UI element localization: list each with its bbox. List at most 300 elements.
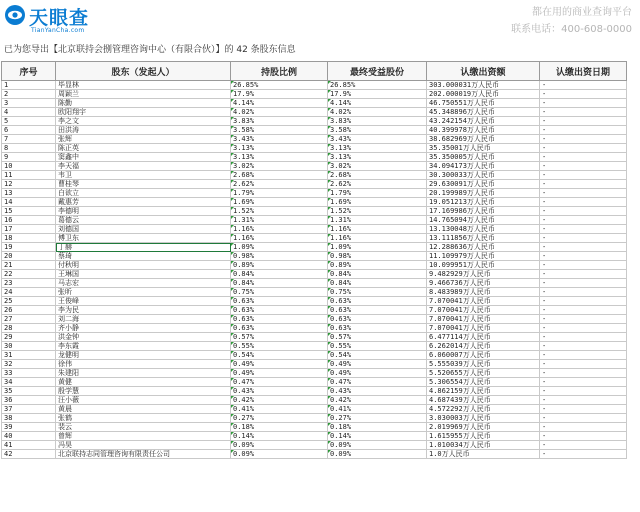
cell-no[interactable]: 1 [2,81,56,90]
cell-no[interactable]: 9 [2,153,56,162]
cell-no[interactable]: 21 [2,261,56,270]
cell-subscribed-amount[interactable]: 12.288636万人民币 [427,243,540,252]
cell-subscribed-amount[interactable]: 35.350005万人民币 [427,153,540,162]
cell-shareholder[interactable]: 殷学慧 [56,387,231,396]
cell-share-ratio[interactable]: 0.49% [231,360,328,369]
cell-shareholder[interactable]: 北京联持志同管理咨询有限责任公司 [56,450,231,459]
cell-shareholder[interactable]: 丁赫 [56,243,231,252]
cell-share-ratio[interactable]: 1.16% [231,225,328,234]
cell-no[interactable]: 19 [2,243,56,252]
cell-subscribed-amount[interactable]: 38.682969万人民币 [427,135,540,144]
cell-share-ratio[interactable]: 3.13% [231,153,328,162]
cell-share-ratio[interactable]: 1.52% [231,207,328,216]
header-no[interactable]: 序号 [2,62,56,81]
cell-shareholder[interactable]: 毕显林 [56,81,231,90]
cell-shareholder[interactable]: 曾辉 [56,432,231,441]
cell-final-benefit[interactable]: 0.18% [328,423,427,432]
cell-final-benefit[interactable]: 17.9% [328,90,427,99]
cell-share-ratio[interactable]: 0.63% [231,306,328,315]
cell-no[interactable]: 26 [2,306,56,315]
cell-no[interactable]: 39 [2,423,56,432]
cell-no[interactable]: 3 [2,99,56,108]
cell-no[interactable]: 17 [2,225,56,234]
table-row[interactable] [2,207,627,216]
cell-subscribed-date[interactable]: - [540,153,627,162]
cell-subscribed-date[interactable]: - [540,351,627,360]
cell-final-benefit[interactable]: 1.52% [328,207,427,216]
table-row[interactable] [2,144,627,153]
table-row[interactable] [2,189,627,198]
cell-shareholder[interactable]: 刘德国 [56,225,231,234]
cell-subscribed-date[interactable]: - [540,81,627,90]
cell-final-benefit[interactable]: 3.83% [328,117,427,126]
cell-shareholder[interactable]: 张鹤 [56,414,231,423]
cell-subscribed-date[interactable]: - [540,414,627,423]
cell-subscribed-date[interactable]: - [540,450,627,459]
cell-share-ratio[interactable]: 0.84% [231,270,328,279]
cell-share-ratio[interactable]: 0.43% [231,387,328,396]
table-row[interactable] [2,432,627,441]
cell-no[interactable]: 10 [2,162,56,171]
cell-subscribed-date[interactable]: - [540,432,627,441]
cell-shareholder[interactable]: 张辉 [56,135,231,144]
cell-subscribed-amount[interactable]: 19.051213万人民币 [427,198,540,207]
cell-subscribed-date[interactable]: - [540,423,627,432]
cell-subscribed-amount[interactable]: 202.000019万人民币 [427,90,540,99]
cell-shareholder[interactable]: 张昕 [56,288,231,297]
cell-final-benefit[interactable]: 2.62% [328,180,427,189]
cell-no[interactable]: 14 [2,198,56,207]
table-row[interactable] [2,171,627,180]
cell-subscribed-amount[interactable]: 6.477114万人民币 [427,333,540,342]
table-row[interactable] [2,243,627,252]
cell-share-ratio[interactable]: 0.55% [231,342,328,351]
cell-no[interactable]: 16 [2,216,56,225]
cell-share-ratio[interactable]: 0.63% [231,324,328,333]
cell-final-benefit[interactable]: 0.49% [328,360,427,369]
cell-subscribed-amount[interactable]: 6.262014万人民币 [427,342,540,351]
cell-final-benefit[interactable]: 1.69% [328,198,427,207]
cell-shareholder[interactable]: 汪小薇 [56,396,231,405]
cell-shareholder[interactable]: 蔡琦 [56,252,231,261]
table-row[interactable] [2,333,627,342]
cell-final-benefit[interactable]: 0.49% [328,369,427,378]
cell-subscribed-amount[interactable]: 30.300033万人民币 [427,171,540,180]
cell-share-ratio[interactable]: 0.09% [231,441,328,450]
cell-shareholder[interactable]: 洪金钟 [56,333,231,342]
cell-subscribed-date[interactable]: - [540,396,627,405]
cell-no[interactable]: 27 [2,315,56,324]
cell-final-benefit[interactable]: 0.84% [328,279,427,288]
cell-subscribed-amount[interactable]: 4.687439万人民币 [427,396,540,405]
table-row[interactable] [2,351,627,360]
table-row[interactable] [2,450,627,459]
cell-final-benefit[interactable]: 0.09% [328,450,427,459]
cell-subscribed-date[interactable]: - [540,198,627,207]
cell-share-ratio[interactable]: 1.69% [231,198,328,207]
cell-no[interactable]: 8 [2,144,56,153]
cell-share-ratio[interactable]: 3.43% [231,135,328,144]
cell-subscribed-date[interactable]: - [540,315,627,324]
cell-no[interactable]: 12 [2,180,56,189]
table-row[interactable] [2,162,627,171]
table-row[interactable] [2,288,627,297]
table-row[interactable] [2,126,627,135]
table-row[interactable] [2,153,627,162]
cell-final-benefit[interactable]: 0.57% [328,333,427,342]
cell-subscribed-amount[interactable]: 20.199989万人民币 [427,189,540,198]
cell-final-benefit[interactable]: 2.68% [328,171,427,180]
cell-subscribed-date[interactable]: - [540,99,627,108]
cell-no[interactable]: 13 [2,189,56,198]
cell-subscribed-amount[interactable]: 7.070041万人民币 [427,306,540,315]
cell-final-benefit[interactable]: 1.09% [328,243,427,252]
cell-subscribed-amount[interactable]: 40.399978万人民币 [427,126,540,135]
cell-final-benefit[interactable]: 0.42% [328,396,427,405]
cell-subscribed-date[interactable]: - [540,306,627,315]
cell-no[interactable]: 11 [2,171,56,180]
cell-shareholder[interactable]: 白欲立 [56,189,231,198]
table-row[interactable] [2,117,627,126]
cell-shareholder[interactable]: 黄健 [56,378,231,387]
cell-subscribed-date[interactable]: - [540,261,627,270]
table-row[interactable] [2,387,627,396]
cell-final-benefit[interactable]: 1.79% [328,189,427,198]
cell-no[interactable]: 22 [2,270,56,279]
cell-subscribed-date[interactable]: - [540,135,627,144]
cell-final-benefit[interactable]: 0.63% [328,297,427,306]
table-row[interactable] [2,378,627,387]
cell-shareholder[interactable]: 李为民 [56,306,231,315]
table-row[interactable] [2,261,627,270]
cell-shareholder[interactable]: 李天福 [56,162,231,171]
cell-share-ratio[interactable]: 0.54% [231,351,328,360]
cell-subscribed-amount[interactable]: 5.555039万人民币 [427,360,540,369]
cell-shareholder[interactable]: 冯昊 [56,441,231,450]
table-row[interactable] [2,324,627,333]
cell-no[interactable]: 4 [2,108,56,117]
cell-subscribed-amount[interactable]: 7.070041万人民币 [427,315,540,324]
cell-subscribed-date[interactable]: - [540,297,627,306]
cell-final-benefit[interactable]: 0.98% [328,252,427,261]
cell-subscribed-date[interactable]: - [540,207,627,216]
cell-subscribed-date[interactable]: - [540,180,627,189]
cell-share-ratio[interactable]: 0.63% [231,315,328,324]
cell-final-benefit[interactable]: 0.47% [328,378,427,387]
cell-shareholder[interactable]: 龙健明 [56,351,231,360]
cell-subscribed-date[interactable]: - [540,405,627,414]
cell-shareholder[interactable]: 曹桂琴 [56,180,231,189]
table-row[interactable] [2,99,627,108]
cell-final-benefit[interactable]: 3.13% [328,144,427,153]
cell-subscribed-amount[interactable]: 3.030003万人民币 [427,414,540,423]
cell-shareholder[interactable]: 窦鑫中 [56,153,231,162]
cell-final-benefit[interactable]: 4.02% [328,108,427,117]
cell-no[interactable]: 25 [2,297,56,306]
cell-subscribed-date[interactable]: - [540,216,627,225]
cell-subscribed-amount[interactable]: 35.35001万人民币 [427,144,540,153]
cell-subscribed-date[interactable]: - [540,171,627,180]
cell-subscribed-date[interactable]: - [540,270,627,279]
cell-no[interactable]: 37 [2,405,56,414]
cell-share-ratio[interactable]: 17.9% [231,90,328,99]
cell-subscribed-amount[interactable]: 43.242154万人民币 [427,117,540,126]
cell-subscribed-date[interactable]: - [540,252,627,261]
cell-no[interactable]: 34 [2,378,56,387]
cell-shareholder[interactable]: 葛德云 [56,216,231,225]
cell-subscribed-date[interactable]: - [540,243,627,252]
cell-subscribed-date[interactable]: - [540,162,627,171]
table-row[interactable] [2,180,627,189]
cell-final-benefit[interactable]: 1.16% [328,234,427,243]
cell-subscribed-amount[interactable]: 29.630091万人民币 [427,180,540,189]
cell-shareholder[interactable]: 周颖兰 [56,90,231,99]
cell-subscribed-amount[interactable]: 14.765094万人民币 [427,216,540,225]
table-row[interactable] [2,396,627,405]
cell-final-benefit[interactable]: 0.63% [328,324,427,333]
cell-shareholder[interactable]: 裴云 [56,423,231,432]
cell-subscribed-date[interactable]: - [540,117,627,126]
cell-no[interactable]: 24 [2,288,56,297]
cell-final-benefit[interactable]: 0.41% [328,405,427,414]
cell-no[interactable]: 36 [2,396,56,405]
cell-shareholder[interactable]: 齐小静 [56,324,231,333]
table-row[interactable] [2,270,627,279]
cell-subscribed-date[interactable]: - [540,324,627,333]
cell-share-ratio[interactable]: 0.89% [231,261,328,270]
cell-shareholder[interactable]: 陈正英 [56,144,231,153]
table-row[interactable] [2,216,627,225]
table-row[interactable] [2,279,627,288]
table-row[interactable] [2,405,627,414]
cell-shareholder[interactable]: 刘二海 [56,315,231,324]
cell-shareholder[interactable]: 田洪涛 [56,126,231,135]
cell-share-ratio[interactable]: 2.68% [231,171,328,180]
cell-subscribed-date[interactable]: - [540,378,627,387]
cell-subscribed-amount[interactable]: 303.000031万人民币 [427,81,540,90]
cell-subscribed-amount[interactable]: 1.010034万人民币 [427,441,540,450]
cell-shareholder[interactable]: 韦卫 [56,171,231,180]
cell-shareholder[interactable]: 王俊峰 [56,297,231,306]
table-row[interactable] [2,423,627,432]
cell-share-ratio[interactable]: 0.18% [231,423,328,432]
table-row[interactable] [2,360,627,369]
cell-no[interactable]: 33 [2,369,56,378]
table-row[interactable] [2,297,627,306]
table-row[interactable] [2,252,627,261]
header-subscribed-date[interactable]: 认缴出资日期 [540,62,627,81]
cell-no[interactable]: 31 [2,351,56,360]
cell-share-ratio[interactable]: 1.31% [231,216,328,225]
cell-subscribed-amount[interactable]: 2.019969万人民币 [427,423,540,432]
cell-share-ratio[interactable]: 0.84% [231,279,328,288]
cell-subscribed-amount[interactable]: 11.109979万人民币 [427,252,540,261]
cell-subscribed-date[interactable]: - [540,441,627,450]
cell-final-benefit[interactable]: 0.09% [328,441,427,450]
cell-final-benefit[interactable]: 3.02% [328,162,427,171]
cell-final-benefit[interactable]: 0.75% [328,288,427,297]
cell-subscribed-amount[interactable]: 1.0万人民币 [427,450,540,459]
cell-no[interactable]: 41 [2,441,56,450]
cell-final-benefit[interactable]: 0.27% [328,414,427,423]
cell-shareholder[interactable]: 朱建阳 [56,369,231,378]
cell-subscribed-amount[interactable]: 7.070041万人民币 [427,297,540,306]
cell-share-ratio[interactable]: 0.27% [231,414,328,423]
cell-final-benefit[interactable]: 0.63% [328,306,427,315]
table-row[interactable] [2,225,627,234]
cell-subscribed-amount[interactable]: 6.060007万人民币 [427,351,540,360]
cell-subscribed-amount[interactable]: 13.111856万人民币 [427,234,540,243]
cell-share-ratio[interactable]: 0.49% [231,369,328,378]
cell-share-ratio[interactable]: 2.62% [231,180,328,189]
cell-no[interactable]: 20 [2,252,56,261]
cell-share-ratio[interactable]: 4.14% [231,99,328,108]
cell-subscribed-amount[interactable]: 4.572292万人民币 [427,405,540,414]
cell-shareholder[interactable]: 王琳国 [56,270,231,279]
cell-no[interactable]: 15 [2,207,56,216]
table-row[interactable] [2,81,627,90]
cell-subscribed-date[interactable]: - [540,387,627,396]
cell-subscribed-amount[interactable]: 34.094173万人民币 [427,162,540,171]
cell-shareholder[interactable]: 戴惠芳 [56,198,231,207]
cell-subscribed-amount[interactable]: 13.130048万人民币 [427,225,540,234]
cell-share-ratio[interactable]: 3.13% [231,144,328,153]
cell-subscribed-date[interactable]: - [540,144,627,153]
cell-final-benefit[interactable]: 3.43% [328,135,427,144]
cell-subscribed-amount[interactable]: 9.466736万人民币 [427,279,540,288]
cell-shareholder[interactable]: 黄晨 [56,405,231,414]
cell-no[interactable]: 32 [2,360,56,369]
cell-no[interactable]: 30 [2,342,56,351]
cell-no[interactable]: 38 [2,414,56,423]
cell-subscribed-date[interactable]: - [540,279,627,288]
cell-final-benefit[interactable]: 0.84% [328,270,427,279]
cell-subscribed-date[interactable]: - [540,333,627,342]
cell-final-benefit[interactable]: 0.89% [328,261,427,270]
cell-no[interactable]: 28 [2,324,56,333]
cell-shareholder[interactable]: 傅卫东 [56,234,231,243]
cell-no[interactable]: 18 [2,234,56,243]
cell-shareholder[interactable]: 李东霞 [56,342,231,351]
cell-shareholder[interactable]: 陈勤 [56,99,231,108]
table-row[interactable] [2,90,627,99]
cell-subscribed-amount[interactable]: 9.482929万人民币 [427,270,540,279]
cell-no[interactable]: 5 [2,117,56,126]
cell-share-ratio[interactable]: 1.09% [231,243,328,252]
cell-share-ratio[interactable]: 4.02% [231,108,328,117]
cell-share-ratio[interactable]: 1.79% [231,189,328,198]
cell-no[interactable]: 35 [2,387,56,396]
cell-subscribed-date[interactable]: - [540,225,627,234]
cell-shareholder[interactable]: 徐伟 [56,360,231,369]
cell-subscribed-amount[interactable]: 17.169986万人民币 [427,207,540,216]
table-row[interactable] [2,306,627,315]
cell-shareholder[interactable]: 欧阳翔宇 [56,108,231,117]
table-row[interactable] [2,198,627,207]
cell-shareholder[interactable]: 李德明 [56,207,231,216]
cell-subscribed-date[interactable]: - [540,90,627,99]
cell-share-ratio[interactable]: 0.63% [231,297,328,306]
cell-share-ratio[interactable]: 0.57% [231,333,328,342]
cell-share-ratio[interactable]: 0.75% [231,288,328,297]
cell-final-benefit[interactable]: 1.16% [328,225,427,234]
table-row[interactable] [2,315,627,324]
cell-share-ratio[interactable]: 0.41% [231,405,328,414]
header-shareholder[interactable]: 股东（发起人） [56,62,231,81]
cell-share-ratio[interactable]: 3.02% [231,162,328,171]
cell-final-benefit[interactable]: 0.43% [328,387,427,396]
cell-no[interactable]: 40 [2,432,56,441]
cell-subscribed-date[interactable]: - [540,126,627,135]
cell-share-ratio[interactable]: 0.42% [231,396,328,405]
cell-subscribed-amount[interactable]: 4.862159万人民币 [427,387,540,396]
cell-no[interactable]: 6 [2,126,56,135]
cell-subscribed-amount[interactable]: 5.520655万人民币 [427,369,540,378]
cell-subscribed-date[interactable]: - [540,189,627,198]
cell-final-benefit[interactable]: 0.14% [328,432,427,441]
cell-subscribed-date[interactable]: - [540,360,627,369]
header-subscribed-amount[interactable]: 认缴出资额 [427,62,540,81]
cell-final-benefit[interactable]: 3.13% [328,153,427,162]
cell-final-benefit[interactable]: 4.14% [328,99,427,108]
cell-final-benefit[interactable]: 26.85% [328,81,427,90]
header-final-benefit[interactable]: 最终受益股份 [328,62,427,81]
cell-shareholder[interactable]: 马志宏 [56,279,231,288]
table-row[interactable] [2,135,627,144]
cell-final-benefit[interactable]: 0.63% [328,315,427,324]
cell-share-ratio[interactable]: 0.98% [231,252,328,261]
cell-subscribed-amount[interactable]: 5.306554万人民币 [427,378,540,387]
cell-no[interactable]: 42 [2,450,56,459]
cell-subscribed-amount[interactable]: 1.615955万人民币 [427,432,540,441]
table-row[interactable] [2,441,627,450]
cell-subscribed-amount[interactable]: 45.348896万人民币 [427,108,540,117]
cell-final-benefit[interactable]: 1.31% [328,216,427,225]
cell-subscribed-amount[interactable]: 7.070041万人民币 [427,324,540,333]
cell-no[interactable]: 29 [2,333,56,342]
cell-no[interactable]: 7 [2,135,56,144]
cell-share-ratio[interactable]: 3.58% [231,126,328,135]
cell-subscribed-date[interactable]: - [540,288,627,297]
cell-share-ratio[interactable]: 1.16% [231,234,328,243]
cell-final-benefit[interactable]: 0.55% [328,342,427,351]
cell-subscribed-date[interactable]: - [540,234,627,243]
header-share-ratio[interactable]: 持股比例 [231,62,328,81]
table-row[interactable] [2,369,627,378]
cell-subscribed-date[interactable]: - [540,369,627,378]
cell-no[interactable]: 23 [2,279,56,288]
cell-shareholder[interactable]: 李之文 [56,117,231,126]
cell-subscribed-date[interactable]: - [540,108,627,117]
cell-share-ratio[interactable]: 0.47% [231,378,328,387]
table-row[interactable] [2,414,627,423]
cell-final-benefit[interactable]: 0.54% [328,351,427,360]
cell-final-benefit[interactable]: 3.58% [328,126,427,135]
cell-shareholder[interactable]: 付秋明 [56,261,231,270]
cell-share-ratio[interactable]: 3.83% [231,117,328,126]
cell-subscribed-amount[interactable]: 8.483989万人民币 [427,288,540,297]
cell-subscribed-amount[interactable]: 10.099951万人民币 [427,261,540,270]
table-row[interactable] [2,108,627,117]
cell-subscribed-date[interactable]: - [540,342,627,351]
table-row[interactable] [2,342,627,351]
cell-subscribed-amount[interactable]: 46.750551万人民币 [427,99,540,108]
cell-no[interactable]: 2 [2,90,56,99]
table-row[interactable] [2,234,627,243]
cell-share-ratio[interactable]: 0.09% [231,450,328,459]
cell-share-ratio[interactable]: 26.85% [231,81,328,90]
cell-share-ratio[interactable]: 0.14% [231,432,328,441]
